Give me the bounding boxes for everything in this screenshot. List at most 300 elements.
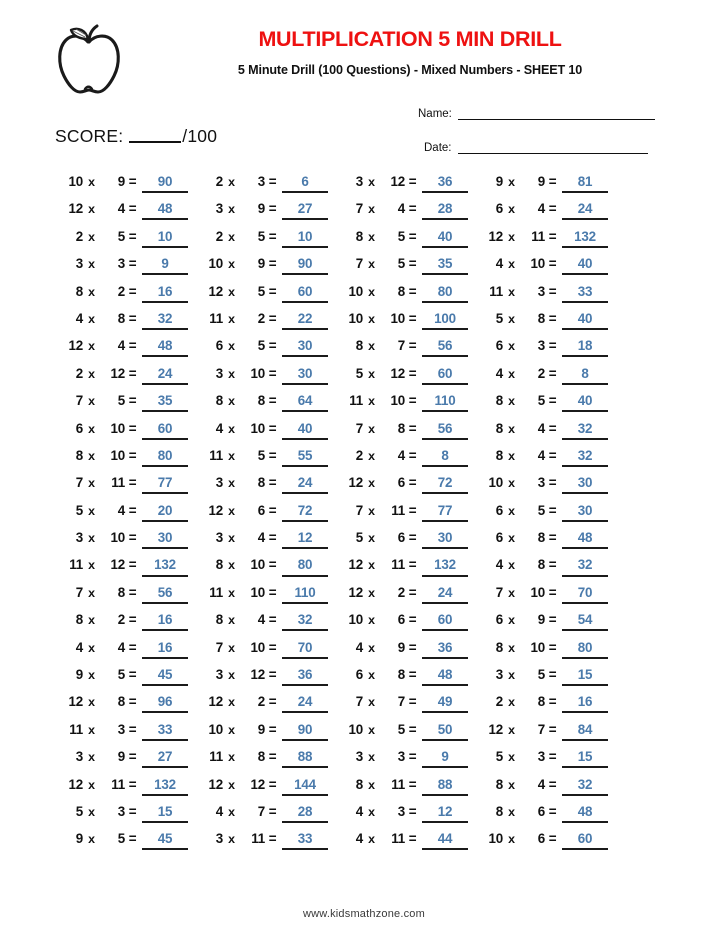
multiply-operator: x (88, 777, 95, 792)
answer-blank[interactable]: 132 (142, 778, 188, 796)
answer-blank[interactable]: 27 (142, 750, 188, 768)
multiply-operator: x (368, 339, 375, 354)
operand-b: 8 (117, 694, 125, 710)
equals-sign: = (268, 694, 277, 710)
multiply-operator: x (508, 832, 515, 847)
operand-b: 10 (530, 639, 545, 655)
operand-a: 12 (68, 201, 83, 217)
problem-row (198, 201, 338, 228)
answer-blank[interactable]: 56 (422, 339, 468, 357)
answer-blank[interactable]: 32 (142, 312, 188, 330)
answer-blank[interactable]: 8 (562, 367, 608, 385)
answer-blank[interactable]: 32 (562, 778, 608, 796)
operand-a: 3 (75, 256, 83, 272)
multiply-operator: x (368, 366, 375, 381)
equals-sign: = (408, 228, 417, 244)
problem-row (58, 557, 198, 584)
problem-row (58, 640, 198, 667)
operand-b: 10 (530, 256, 545, 272)
equals-sign: = (268, 475, 277, 491)
multiply-operator: x (368, 175, 375, 189)
equals-sign: = (408, 776, 417, 792)
date-input[interactable] (458, 140, 648, 154)
problem-column-4 (478, 174, 618, 859)
answer-blank[interactable]: 132 (562, 230, 608, 248)
problem-row (478, 338, 618, 365)
answer-blank[interactable]: 40 (562, 394, 608, 412)
multiply-operator: x (228, 777, 235, 792)
answer-blank[interactable]: 30 (562, 504, 608, 522)
problem-row (198, 777, 338, 804)
answer-blank[interactable]: 12 (422, 805, 468, 823)
operand-b: 5 (397, 256, 405, 272)
operand-a: 8 (495, 639, 503, 655)
answer-blank[interactable]: 49 (422, 695, 468, 713)
multiply-operator: x (368, 585, 375, 600)
problem-row (338, 475, 478, 502)
answer-blank[interactable]: 30 (282, 367, 328, 385)
multiply-operator: x (368, 448, 375, 463)
equals-sign: = (408, 530, 417, 546)
operand-a: 5 (355, 530, 363, 546)
answer-blank[interactable]: 15 (562, 668, 608, 686)
multiply-operator: x (508, 229, 515, 244)
title-block (130, 28, 690, 77)
equals-sign: = (128, 803, 137, 819)
answer-blank[interactable]: 24 (562, 202, 608, 220)
operand-a: 8 (75, 612, 83, 628)
multiply-operator: x (228, 394, 235, 409)
equals-sign: = (128, 721, 137, 737)
answer-blank[interactable]: 132 (422, 558, 468, 576)
answer-blank[interactable]: 40 (282, 422, 328, 440)
answer-blank[interactable]: 110 (282, 586, 328, 604)
answer-blank[interactable]: 84 (562, 723, 608, 741)
problem-row (478, 174, 618, 201)
answer-blank[interactable]: 33 (562, 285, 608, 303)
equals-sign: = (128, 228, 137, 244)
equals-sign: = (128, 694, 137, 710)
answer-blank[interactable]: 88 (422, 778, 468, 796)
answer-blank[interactable]: 90 (142, 175, 188, 193)
name-label: Name: (418, 107, 452, 120)
operand-a: 4 (355, 639, 363, 655)
equals-sign: = (408, 475, 417, 491)
multiply-operator: x (508, 284, 515, 299)
operand-a: 8 (355, 228, 363, 244)
operand-a: 7 (75, 584, 83, 600)
problem-row (478, 777, 618, 804)
operand-a: 3 (495, 667, 503, 683)
answer-blank[interactable]: 80 (282, 558, 328, 576)
multiply-operator: x (368, 202, 375, 217)
answer-blank[interactable]: 144 (282, 778, 328, 796)
answer-blank[interactable]: 33 (142, 723, 188, 741)
multiply-operator: x (368, 394, 375, 409)
problem-row (58, 475, 198, 502)
answer-blank[interactable]: 24 (282, 695, 328, 713)
multiply-operator: x (508, 476, 515, 491)
operand-b: 8 (537, 530, 545, 546)
worksheet-meta (0, 100, 728, 172)
operand-b: 10 (250, 584, 265, 600)
problem-row (198, 667, 338, 694)
problem-row (58, 585, 198, 612)
equals-sign: = (548, 283, 557, 299)
answer-blank[interactable]: 60 (422, 367, 468, 385)
operand-b: 4 (537, 201, 545, 217)
answer-blank[interactable]: 60 (142, 422, 188, 440)
problem-row (338, 749, 478, 776)
operand-a: 7 (215, 639, 223, 655)
operand-a: 8 (75, 447, 83, 463)
multiply-operator: x (228, 531, 235, 546)
operand-a: 12 (488, 721, 503, 737)
problem-row (478, 311, 618, 338)
equals-sign: = (408, 639, 417, 655)
equals-sign: = (408, 365, 417, 381)
answer-blank[interactable]: 36 (422, 641, 468, 659)
operand-a: 8 (495, 803, 503, 819)
operand-b: 12 (110, 557, 125, 573)
equals-sign: = (408, 174, 417, 189)
equals-sign: = (548, 338, 557, 354)
answer-blank[interactable]: 40 (422, 230, 468, 248)
problem-row (198, 640, 338, 667)
answer-blank[interactable]: 55 (282, 449, 328, 467)
operand-a: 11 (209, 447, 223, 463)
multiply-operator: x (228, 722, 235, 737)
answer-blank[interactable]: 80 (142, 449, 188, 467)
answer-blank[interactable]: 90 (282, 257, 328, 275)
multiply-operator: x (88, 640, 95, 655)
answer-blank[interactable]: 77 (142, 476, 188, 494)
answer-blank[interactable]: 45 (142, 832, 188, 850)
multiply-operator: x (368, 640, 375, 655)
operand-a: 5 (495, 749, 503, 765)
multiply-operator: x (508, 558, 515, 573)
equals-sign: = (268, 310, 277, 326)
answer-blank[interactable]: 48 (562, 805, 608, 823)
multiply-operator: x (508, 257, 515, 272)
operand-b: 3 (257, 174, 265, 189)
answer-blank[interactable]: 16 (142, 613, 188, 631)
answer-blank[interactable]: 30 (562, 476, 608, 494)
operand-b: 10 (250, 557, 265, 573)
answer-blank[interactable]: 70 (562, 586, 608, 604)
answer-blank[interactable]: 110 (422, 394, 468, 412)
answer-blank[interactable]: 20 (142, 504, 188, 522)
operand-a: 2 (215, 228, 223, 244)
equals-sign: = (128, 639, 137, 655)
operand-b: 10 (530, 584, 545, 600)
answer-blank[interactable]: 50 (422, 723, 468, 741)
problem-column-3 (338, 174, 478, 859)
operand-b: 9 (117, 749, 125, 765)
answer-blank[interactable]: 48 (562, 531, 608, 549)
equals-sign: = (128, 557, 137, 573)
equals-sign: = (548, 584, 557, 600)
operand-a: 7 (355, 694, 363, 710)
problem-row (338, 421, 478, 448)
equals-sign: = (408, 310, 417, 326)
answer-blank[interactable]: 6 (282, 175, 328, 193)
operand-a: 2 (495, 694, 503, 710)
equals-sign: = (268, 338, 277, 354)
operand-b: 8 (397, 283, 405, 299)
multiply-operator: x (368, 284, 375, 299)
multiply-operator: x (228, 175, 235, 189)
answer-blank[interactable]: 10 (142, 230, 188, 248)
problem-row (58, 366, 198, 393)
multiply-operator: x (88, 722, 95, 737)
answer-blank[interactable]: 60 (422, 613, 468, 631)
equals-sign: = (548, 228, 557, 244)
answer-blank[interactable]: 24 (422, 586, 468, 604)
equals-sign: = (128, 502, 137, 518)
multiply-operator: x (368, 777, 375, 792)
problem-row (338, 831, 478, 858)
operand-a: 11 (489, 283, 503, 299)
problem-row (198, 229, 338, 256)
answer-blank[interactable]: 81 (562, 175, 608, 193)
equals-sign: = (408, 831, 417, 847)
answer-blank[interactable]: 80 (422, 285, 468, 303)
answer-blank[interactable]: 44 (422, 832, 468, 850)
problem-row (478, 831, 618, 858)
operand-a: 3 (215, 201, 223, 217)
operand-b: 11 (391, 776, 405, 792)
operand-a: 11 (209, 584, 223, 600)
operand-a: 10 (488, 831, 503, 847)
operand-a: 11 (209, 310, 223, 326)
problem-row (478, 448, 618, 475)
answer-blank[interactable]: 72 (282, 504, 328, 522)
equals-sign: = (268, 749, 277, 765)
answer-blank[interactable]: 28 (422, 202, 468, 220)
multiply-operator: x (88, 832, 95, 847)
equals-sign: = (268, 201, 277, 217)
answer-blank[interactable]: 48 (142, 202, 188, 220)
answer-blank[interactable]: 70 (282, 641, 328, 659)
problem-row (58, 694, 198, 721)
answer-blank[interactable]: 22 (282, 312, 328, 330)
answer-blank[interactable]: 36 (422, 175, 468, 193)
operand-b: 10 (390, 310, 405, 326)
answer-blank[interactable]: 16 (562, 695, 608, 713)
multiply-operator: x (368, 613, 375, 628)
answer-blank[interactable]: 12 (282, 531, 328, 549)
operand-b: 8 (257, 475, 265, 491)
operand-b: 5 (257, 447, 265, 463)
answer-blank[interactable]: 24 (282, 476, 328, 494)
answer-blank[interactable]: 10 (282, 230, 328, 248)
equals-sign: = (408, 447, 417, 463)
equals-sign: = (268, 584, 277, 600)
equals-sign: = (408, 749, 417, 765)
problem-row (478, 612, 618, 639)
problem-row (478, 256, 618, 283)
multiply-operator: x (228, 421, 235, 436)
operand-b: 12 (390, 174, 405, 189)
problem-row (198, 311, 338, 338)
multiply-operator: x (228, 202, 235, 217)
multiply-operator: x (88, 257, 95, 272)
answer-blank[interactable]: 8 (422, 449, 468, 467)
answer-blank[interactable]: 24 (142, 367, 188, 385)
answer-blank[interactable]: 33 (282, 832, 328, 850)
answer-blank[interactable]: 60 (282, 285, 328, 303)
answer-blank[interactable]: 88 (282, 750, 328, 768)
operand-a: 10 (208, 256, 223, 272)
date-field-row (424, 140, 648, 154)
equals-sign: = (268, 530, 277, 546)
answer-blank[interactable]: 56 (422, 422, 468, 440)
answer-blank[interactable]: 60 (562, 832, 608, 850)
operand-b: 4 (537, 447, 545, 463)
answer-blank[interactable]: 45 (142, 668, 188, 686)
operand-b: 4 (117, 338, 125, 354)
answer-blank[interactable]: 16 (142, 285, 188, 303)
answer-blank[interactable]: 32 (562, 449, 608, 467)
multiply-operator: x (368, 229, 375, 244)
equals-sign: = (548, 447, 557, 463)
answer-blank[interactable]: 27 (282, 202, 328, 220)
answer-blank[interactable]: 80 (562, 641, 608, 659)
problem-row (338, 448, 478, 475)
answer-blank[interactable]: 48 (142, 339, 188, 357)
answer-blank[interactable]: 18 (562, 339, 608, 357)
operand-b: 5 (257, 338, 265, 354)
operand-b: 8 (117, 584, 125, 600)
answer-blank[interactable]: 36 (282, 668, 328, 686)
answer-blank[interactable]: 40 (562, 257, 608, 275)
multiply-operator: x (228, 503, 235, 518)
operand-b: 6 (397, 612, 405, 628)
answer-blank[interactable]: 28 (282, 805, 328, 823)
multiply-operator: x (88, 750, 95, 765)
equals-sign: = (128, 584, 137, 600)
problem-row (58, 338, 198, 365)
operand-b: 7 (397, 338, 405, 354)
problem-row (338, 612, 478, 639)
operand-a: 8 (495, 420, 503, 436)
answer-blank[interactable]: 77 (422, 504, 468, 522)
answer-blank[interactable]: 72 (422, 476, 468, 494)
operand-a: 4 (495, 557, 503, 573)
operand-b: 2 (257, 694, 265, 710)
answer-blank[interactable]: 9 (422, 750, 468, 768)
answer-blank[interactable]: 30 (422, 531, 468, 549)
operand-a: 12 (208, 502, 223, 518)
problem-row (478, 585, 618, 612)
multiply-operator: x (368, 257, 375, 272)
operand-a: 11 (209, 749, 223, 765)
equals-sign: = (548, 201, 557, 217)
answer-blank[interactable]: 64 (282, 394, 328, 412)
multiply-operator: x (508, 421, 515, 436)
equals-sign: = (408, 667, 417, 683)
operand-b: 8 (537, 694, 545, 710)
multiply-operator: x (228, 284, 235, 299)
answer-blank[interactable]: 16 (142, 641, 188, 659)
operand-b: 8 (397, 420, 405, 436)
operand-b: 9 (537, 174, 545, 189)
operand-a: 3 (75, 530, 83, 546)
multiply-operator: x (88, 339, 95, 354)
name-input[interactable] (458, 106, 655, 120)
answer-blank[interactable]: 100 (422, 312, 468, 330)
answer-blank[interactable]: 48 (422, 668, 468, 686)
operand-b: 10 (110, 420, 125, 436)
answer-blank[interactable]: 30 (282, 339, 328, 357)
operand-b: 3 (537, 338, 545, 354)
operand-a: 5 (75, 803, 83, 819)
multiply-operator: x (508, 668, 515, 683)
answer-blank[interactable]: 35 (422, 257, 468, 275)
problem-row (338, 530, 478, 557)
equals-sign: = (128, 338, 137, 354)
answer-blank[interactable]: 15 (562, 750, 608, 768)
multiply-operator: x (368, 722, 375, 737)
answer-blank[interactable]: 40 (562, 312, 608, 330)
answer-blank[interactable]: 132 (142, 558, 188, 576)
problem-row (198, 804, 338, 831)
multiply-operator: x (88, 695, 95, 710)
multiply-operator: x (508, 202, 515, 217)
answer-blank[interactable]: 32 (282, 613, 328, 631)
operand-a: 10 (348, 283, 363, 299)
operand-a: 11 (69, 557, 83, 573)
operand-b: 6 (397, 475, 405, 491)
equals-sign: = (268, 447, 277, 463)
problem-row (58, 229, 198, 256)
operand-a: 8 (215, 393, 223, 409)
answer-blank[interactable]: 15 (142, 805, 188, 823)
operand-a: 12 (208, 776, 223, 792)
problem-row (198, 338, 338, 365)
operand-b: 11 (111, 475, 125, 491)
equals-sign: = (548, 694, 557, 710)
answer-blank[interactable]: 32 (562, 558, 608, 576)
problem-row (58, 311, 198, 338)
answer-blank[interactable]: 54 (562, 613, 608, 631)
operand-b: 10 (250, 365, 265, 381)
problem-row (478, 284, 618, 311)
answer-blank[interactable]: 96 (142, 695, 188, 713)
multiply-operator: x (228, 695, 235, 710)
answer-blank[interactable]: 56 (142, 586, 188, 604)
multiply-operator: x (88, 476, 95, 491)
answer-blank[interactable]: 30 (142, 531, 188, 549)
problem-row (478, 530, 618, 557)
operand-b: 4 (117, 201, 125, 217)
answer-blank[interactable]: 35 (142, 394, 188, 412)
answer-blank[interactable]: 32 (562, 422, 608, 440)
equals-sign: = (548, 557, 557, 573)
answer-blank[interactable]: 90 (282, 723, 328, 741)
multiply-operator: x (88, 175, 95, 189)
equals-sign: = (408, 393, 417, 409)
multiply-operator: x (508, 175, 515, 189)
operand-b: 5 (397, 228, 405, 244)
operand-b: 2 (117, 612, 125, 628)
score-input[interactable] (129, 127, 181, 143)
problem-row (58, 448, 198, 475)
answer-blank[interactable]: 9 (142, 257, 188, 275)
problem-row (338, 311, 478, 338)
operand-b: 9 (257, 721, 265, 737)
